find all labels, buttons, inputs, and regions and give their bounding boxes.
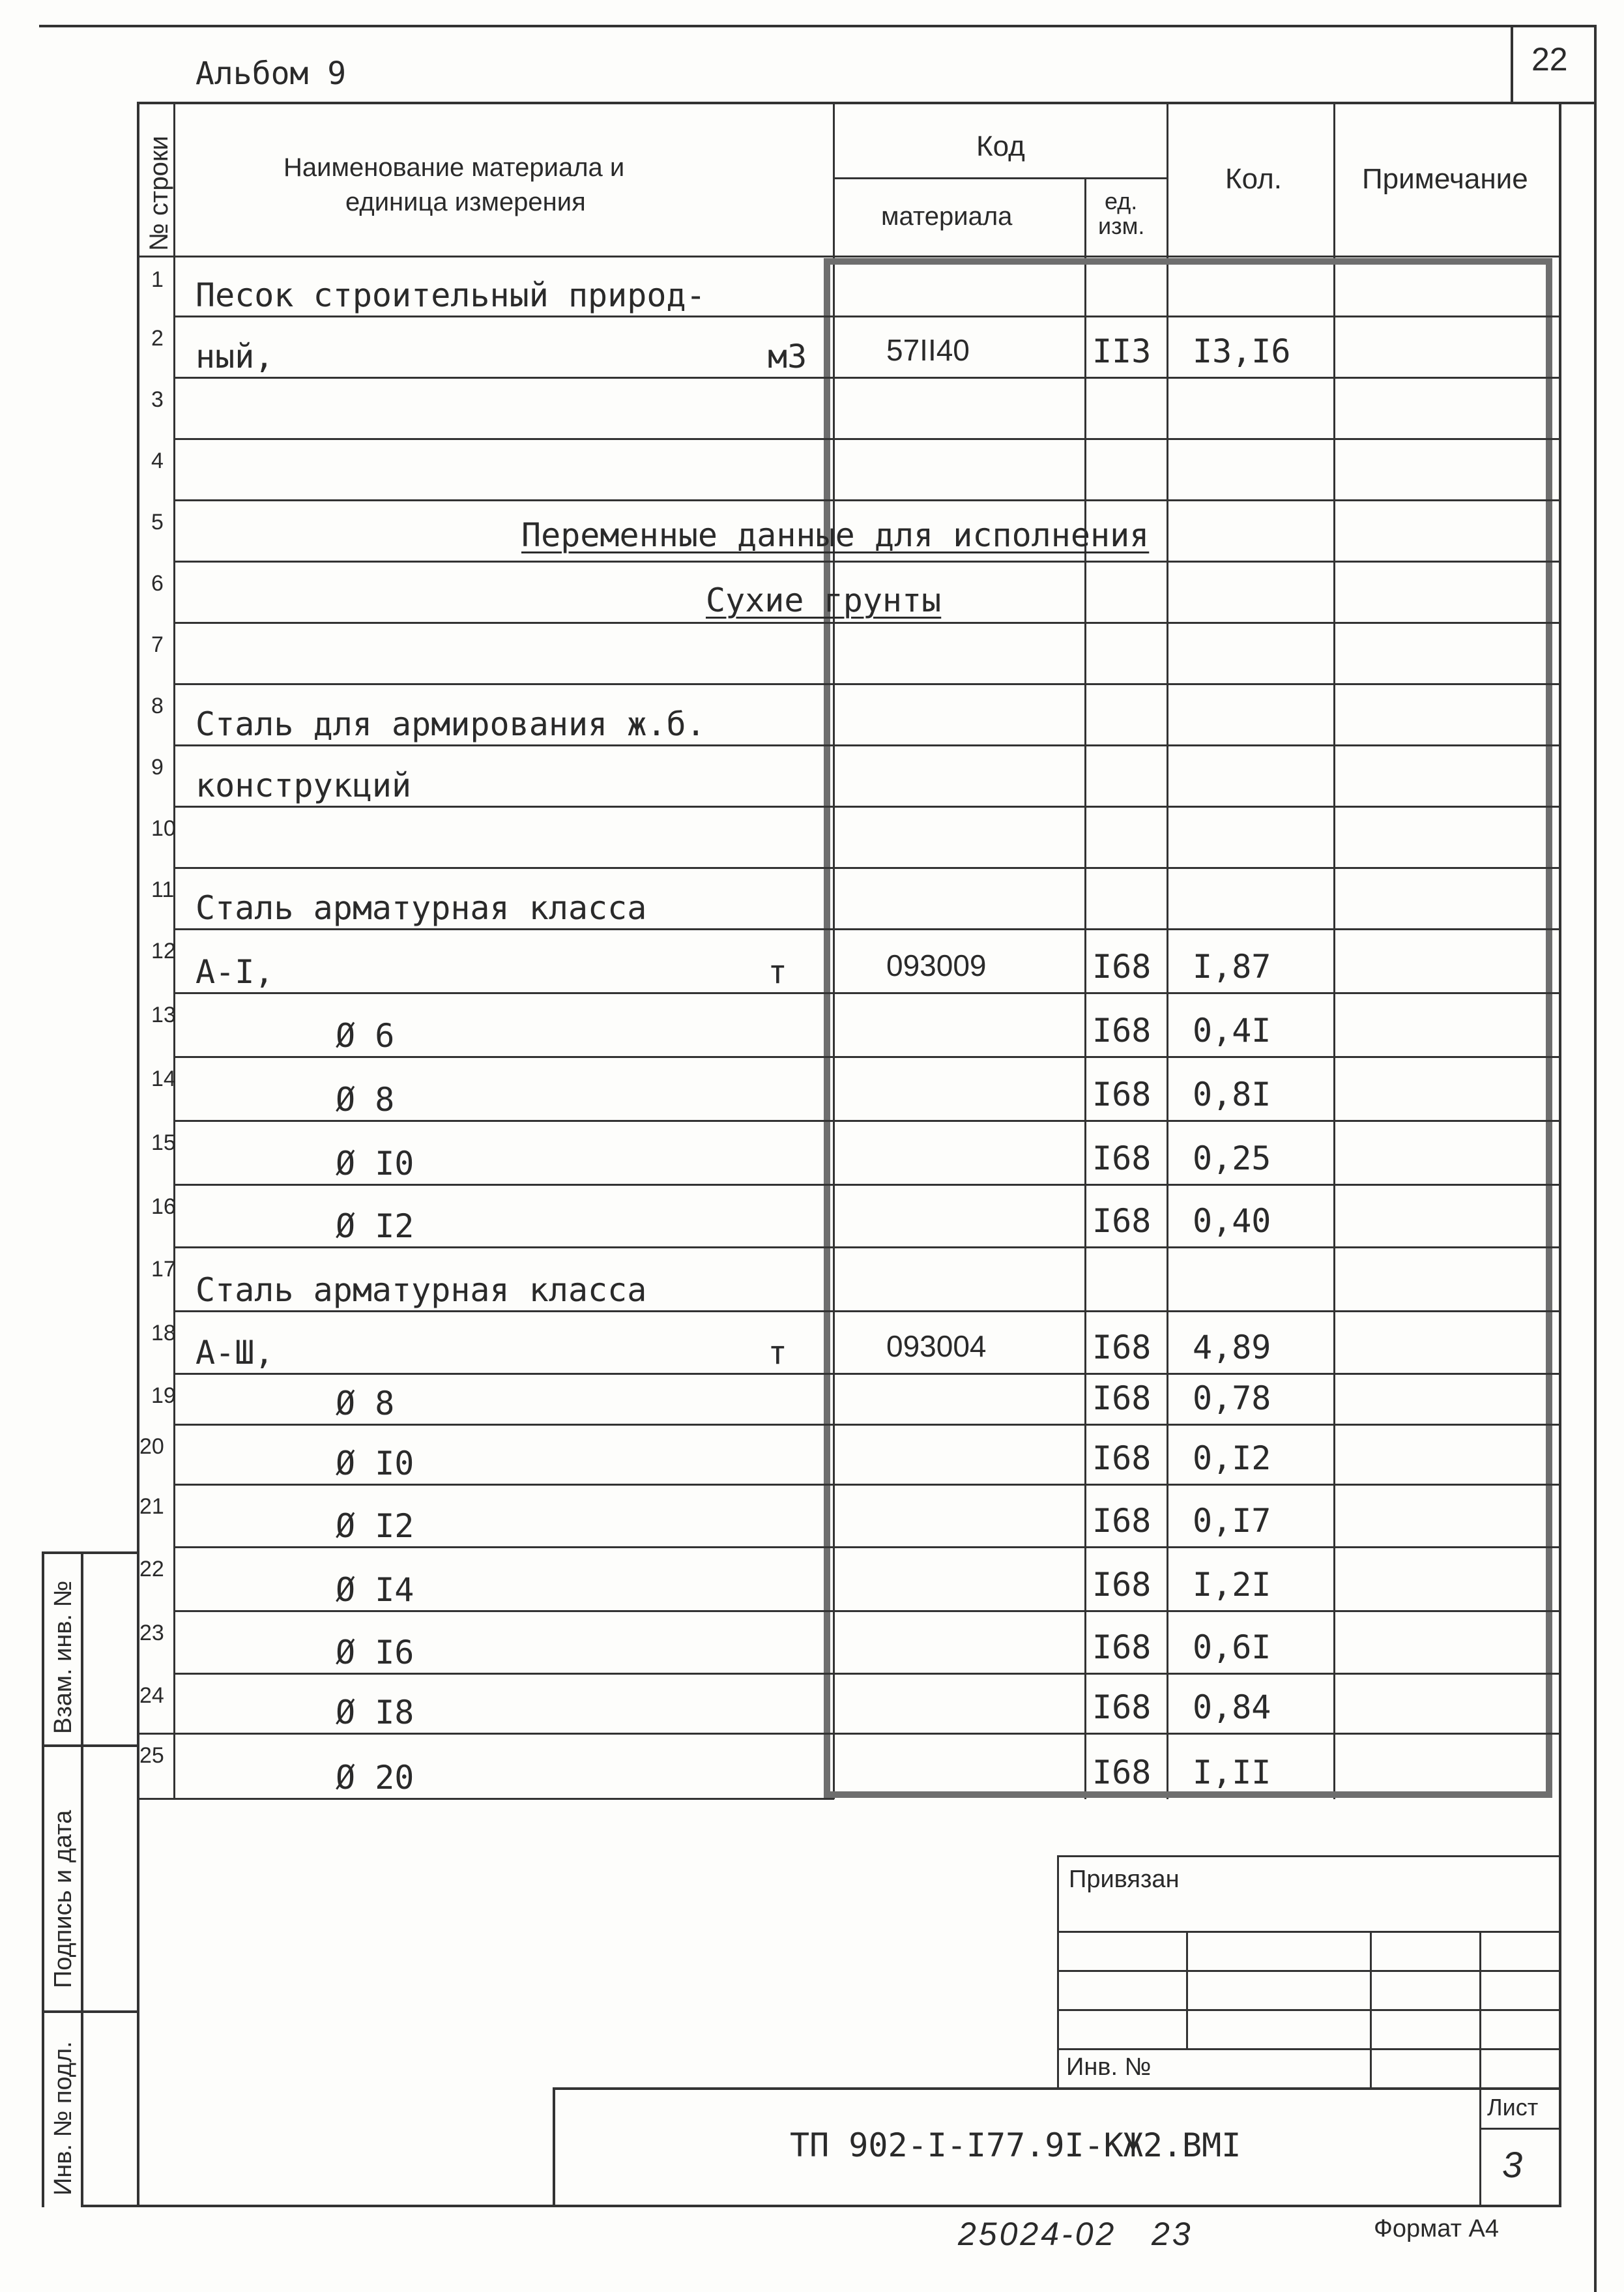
- row-line: [173, 1424, 1561, 1426]
- row-unit-code: II3: [1092, 332, 1152, 370]
- right-border: [1594, 25, 1597, 2292]
- row-number: 6: [151, 571, 164, 596]
- row-name: Ø I8: [336, 1694, 414, 1731]
- header-name-line1: Наименование материала и: [283, 153, 625, 182]
- row-unit: м3: [768, 338, 807, 375]
- row-name: Сталь арматурная класса: [196, 889, 647, 927]
- row-number: 17: [151, 1257, 176, 1282]
- stamp-h-3: [1057, 1970, 1561, 1972]
- row-name: Ø I4: [336, 1571, 414, 1609]
- row-number: 10: [151, 816, 176, 841]
- side-top: [42, 1551, 139, 1554]
- row-line: [173, 438, 1561, 440]
- row-unit-code: I68: [1092, 1379, 1152, 1417]
- row-unit-code: I68: [1092, 1688, 1152, 1726]
- side-col-mid: [81, 1551, 83, 2207]
- row-name: Ø I6: [336, 1634, 414, 1671]
- header-bottom: [137, 256, 1561, 257]
- stamp-list-label: Лист: [1487, 2094, 1539, 2121]
- row-line: [173, 992, 1561, 994]
- row-number: 7: [151, 632, 164, 657]
- top-rule: [39, 25, 1597, 27]
- row-unit-code: I68: [1092, 1754, 1152, 1791]
- row-quantity: 0,I2: [1193, 1439, 1271, 1477]
- side-col-left: [42, 1551, 44, 2207]
- header-note: Примечание: [1362, 163, 1528, 195]
- row-material-code: 57II40: [886, 333, 970, 367]
- row-name: Песок строительный природ-: [196, 276, 706, 314]
- row-line: [173, 1484, 1561, 1486]
- row-line: [173, 499, 1561, 501]
- row-name: A-I,: [196, 953, 274, 991]
- header-code-split: [833, 177, 1167, 179]
- row-unit-code: I68: [1092, 1566, 1152, 1604]
- header-code-unit-l2: изм.: [1098, 213, 1145, 239]
- row-number: 5: [151, 510, 164, 535]
- row-number: 13: [151, 1003, 176, 1027]
- side-sep-2: [42, 2010, 139, 2013]
- row-line: [173, 561, 1561, 563]
- footer-handwritten-number: 25024-02 23: [958, 2216, 1193, 2252]
- row-number: 4: [151, 448, 164, 473]
- row-number: 14: [151, 1066, 176, 1091]
- stamp-v-4: [1479, 1931, 1481, 2207]
- row-quantity: 4,89: [1193, 1329, 1271, 1366]
- row-name: Ø I0: [336, 1445, 414, 1482]
- stamp-main-top: [553, 2087, 1561, 2090]
- row-number: 15: [151, 1130, 176, 1155]
- row-name: Сталь арматурная класса: [196, 1271, 647, 1309]
- row-unit-code: I68: [1092, 1329, 1152, 1366]
- row-quantity: 0,6I: [1193, 1628, 1271, 1666]
- stamp-v-1: [1057, 1855, 1059, 2090]
- stamp-h-4: [1057, 2009, 1561, 2011]
- stamp-list-number: 3: [1502, 2144, 1523, 2185]
- header-qty: Кол.: [1225, 163, 1283, 195]
- row-number: 18: [151, 1321, 176, 1345]
- row-number: 20: [139, 1434, 164, 1459]
- header-name-line2: единица измерения: [345, 188, 586, 216]
- row-unit-code: I68: [1092, 1202, 1152, 1240]
- row-quantity: I3,I6: [1193, 332, 1291, 370]
- row-name: Ø I2: [336, 1207, 414, 1245]
- row-line: [173, 1673, 1561, 1675]
- section-title: Переменные данные для исполнения: [521, 516, 1150, 554]
- stamp-list-sep: [1479, 2128, 1561, 2130]
- row-line: [173, 683, 1561, 685]
- header-code-unit-l1: ед.: [1105, 188, 1138, 214]
- row-line: [173, 1610, 1561, 1612]
- row-line: [173, 1184, 1561, 1186]
- row-name: Ø 8: [336, 1081, 395, 1119]
- row-unit-code: I68: [1092, 1076, 1152, 1113]
- thick-border: [824, 258, 1552, 1798]
- row-name: Ø I0: [336, 1145, 414, 1183]
- row-unit-code: I68: [1092, 1012, 1152, 1050]
- stamp-h-5: [1057, 2048, 1561, 2050]
- header-row-number: № строки: [145, 136, 173, 251]
- page-number: 22: [1531, 41, 1568, 78]
- row-line: [173, 316, 1561, 317]
- row-number: 23: [139, 1621, 164, 1645]
- row-name: A-Ш,: [196, 1334, 274, 1372]
- row-number: 22: [139, 1557, 164, 1581]
- section-subtitle: Сухие грунты: [706, 581, 942, 619]
- row-number: 11: [151, 877, 175, 902]
- row-name: Ø 8: [336, 1385, 395, 1422]
- row-unit-code: I68: [1092, 1139, 1152, 1177]
- row-quantity: 0,40: [1193, 1202, 1271, 1240]
- frame-top: [137, 102, 1561, 104]
- row-line: [173, 928, 1561, 930]
- row-line: [137, 1798, 834, 1800]
- row-line: [173, 1310, 1561, 1312]
- frame-left: [137, 102, 139, 2207]
- row-line: [173, 622, 1561, 624]
- row-material-code: 093004: [886, 1329, 987, 1363]
- row-number: 8: [151, 694, 164, 718]
- row-line: [173, 1056, 1561, 1058]
- header-code: Код: [976, 130, 1025, 162]
- row-name: Ø 20: [336, 1759, 414, 1797]
- footer-format: Формат А4: [1374, 2215, 1500, 2242]
- frame-right: [1559, 102, 1561, 2207]
- stamp-h-2: [1057, 1931, 1561, 1933]
- side-label-vzam: Взам. инв. №: [50, 1580, 77, 1734]
- row-line: [173, 1546, 1561, 1548]
- row-line: [173, 806, 1561, 808]
- row-quantity: I,2I: [1193, 1566, 1271, 1604]
- row-quantity: I,87: [1193, 948, 1271, 986]
- row-line: [173, 1120, 1561, 1122]
- row-name: Сталь для армирования ж.б.: [196, 705, 706, 743]
- row-number: 16: [151, 1194, 176, 1219]
- row-name: Ø 6: [336, 1017, 395, 1055]
- row-name: ный,: [196, 338, 274, 375]
- row-line: [173, 377, 1561, 379]
- side-sep-1: [42, 1744, 139, 1747]
- row-quantity: 0,84: [1193, 1688, 1271, 1726]
- page-number-box-left: [1511, 25, 1513, 104]
- row-quantity: I,II: [1193, 1754, 1271, 1791]
- stamp-h-1: [1057, 1855, 1561, 1857]
- header-code-material: материала: [881, 202, 1013, 231]
- row-number: 12: [151, 939, 176, 963]
- album-label: Альбом 9: [196, 55, 347, 92]
- row-quantity: 0,8I: [1193, 1076, 1271, 1113]
- stamp-doc-code: ТП 902-I-I77.9I-КЖ2.ВМI: [790, 2126, 1241, 2164]
- row-quantity: 0,4I: [1193, 1012, 1271, 1050]
- row-unit: т: [768, 953, 788, 991]
- row-unit-code: I68: [1092, 948, 1152, 986]
- row-line: [173, 1373, 1561, 1375]
- row-number: 19: [151, 1383, 176, 1408]
- row-quantity: 0,I7: [1193, 1502, 1271, 1540]
- row-unit: т: [768, 1334, 788, 1372]
- row-line: [173, 867, 1561, 869]
- row-unit-code: I68: [1092, 1439, 1152, 1477]
- row-quantity: 0,25: [1193, 1139, 1271, 1177]
- row-unit-code: I68: [1092, 1628, 1152, 1666]
- row-name: Ø I2: [336, 1507, 414, 1545]
- row-number: 25: [139, 1743, 164, 1768]
- row-number: 1: [151, 267, 164, 292]
- stamp-main-left: [553, 2087, 555, 2207]
- stamp-privyazan: Привязан: [1069, 1866, 1180, 1893]
- stamp-inv-no: Инв. №: [1066, 2053, 1152, 2081]
- row-line: [137, 1733, 1561, 1735]
- row-number: 24: [139, 1683, 164, 1708]
- row-number: 9: [151, 755, 164, 780]
- row-number: 2: [151, 326, 164, 351]
- row-name: конструкций: [196, 767, 412, 804]
- stamp-v-3: [1370, 1931, 1372, 2090]
- row-number: 3: [151, 387, 164, 412]
- frame-bottom: [81, 2205, 1561, 2207]
- row-material-code: 093009: [886, 948, 987, 982]
- row-number: 21: [139, 1494, 164, 1519]
- row-unit-code: I68: [1092, 1502, 1152, 1540]
- row-quantity: 0,78: [1193, 1379, 1271, 1417]
- row-line: [173, 1246, 1561, 1248]
- side-label-podpis: Подпись и дата: [50, 1810, 77, 1988]
- row-line: [173, 744, 1561, 746]
- side-label-inv-podl: Инв. № подл.: [50, 2041, 77, 2196]
- stamp-v-2: [1186, 1931, 1188, 2048]
